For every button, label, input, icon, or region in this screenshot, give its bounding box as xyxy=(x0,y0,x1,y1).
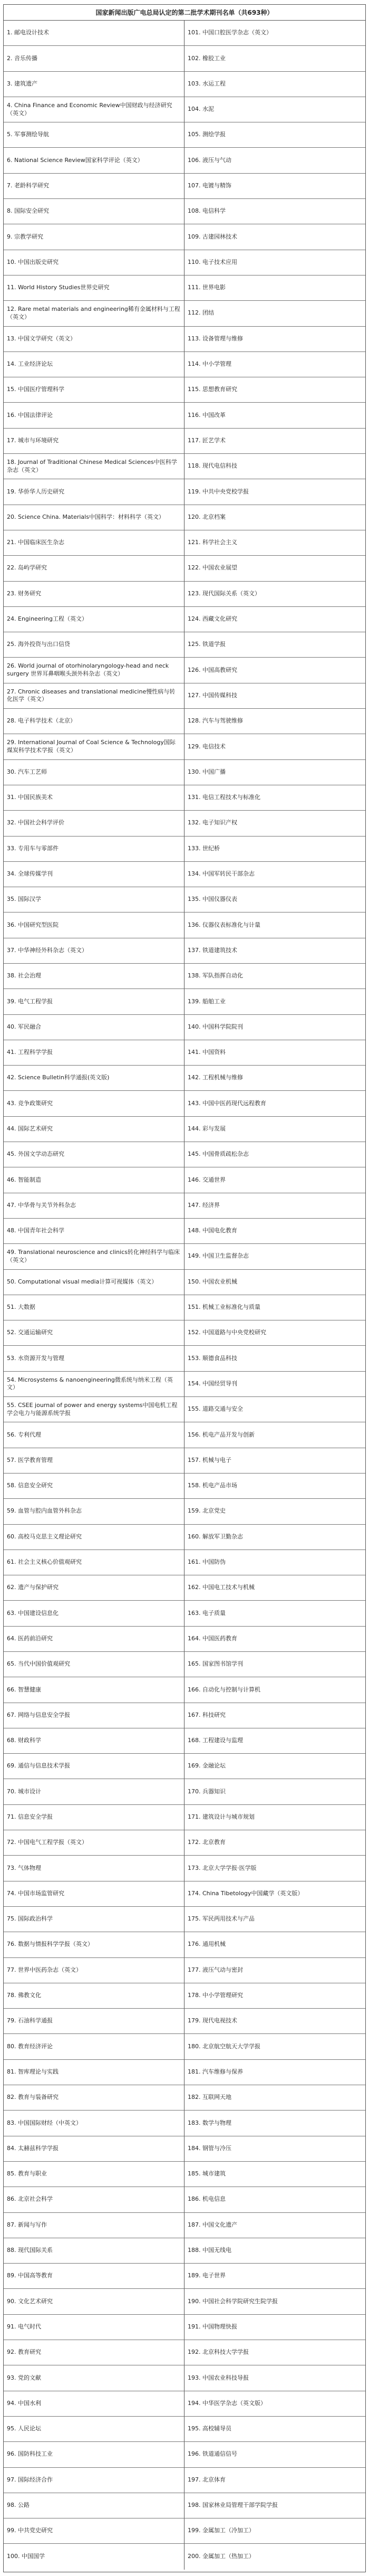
journal-cell-right: 122. 中国农业展望 xyxy=(184,556,365,581)
journal-cell-right: 174. China Tibetology中国藏学（英文版） xyxy=(184,1881,365,1907)
journal-cell-left: 79. 石油科学通报 xyxy=(4,2009,184,2034)
journal-cell-left: 5. 军事测绘导航 xyxy=(4,122,184,148)
journal-cell-right: 121. 科学社会主义 xyxy=(184,530,365,556)
journal-cell-left: 81. 智库理论与实践 xyxy=(4,2060,184,2085)
journal-cell-left: 58. 信息安全研究 xyxy=(4,1474,184,1499)
journal-cell-left: 96. 国防科技工业 xyxy=(4,2442,184,2467)
journal-cell-right: 190. 中国社会科学院研究生院学报 xyxy=(184,2289,365,2314)
journal-cell-left: 57. 医学教育管理 xyxy=(4,1448,184,1474)
journal-cell-right: 115. 思想教育研究 xyxy=(184,377,365,403)
journal-cell-right: 198. 国家林业局管理干部学院学报 xyxy=(184,2493,365,2518)
journal-cell-left: 87. 新闻与写作 xyxy=(4,2213,184,2238)
journal-cell-left: 70. 城市设计 xyxy=(4,1779,184,1804)
journal-cell-right: 111. 世界电影 xyxy=(184,275,365,301)
journal-cell-right: 110. 电子技术应用 xyxy=(184,250,365,275)
journal-cell-right: 125. 铁道学报 xyxy=(184,632,365,658)
journal-cell-left: 33. 专用车与零部件 xyxy=(4,837,184,862)
journal-cell-left: 61. 社会主义核心价值观研究 xyxy=(4,1550,184,1575)
journal-cell-left: 23. 财务研究 xyxy=(4,582,184,607)
journal-cell-right: 153. 顺德食品科技 xyxy=(184,1346,365,1371)
journal-cell-right: 159. 北京党史 xyxy=(184,1499,365,1524)
journal-cell-right: 117. 匠艺学术 xyxy=(184,429,365,454)
journal-cell-left: 25. 海外投资与出口信贷 xyxy=(4,632,184,658)
journal-cell-right: 188. 中国无线电 xyxy=(184,2238,365,2264)
journal-cell-left: 54. Microsystems & nanoengineering微系统与纳米工程（英文） xyxy=(4,1372,184,1397)
journal-cell-right: 103. 水运工程 xyxy=(184,72,365,97)
journal-cell-right: 181. 汽车维修与保养 xyxy=(184,2060,365,2085)
journal-grid xyxy=(4,21,365,2570)
journal-cell-left: 21. 中国临床医生杂志 xyxy=(4,530,184,556)
journal-cell-left: 9. 宗教学研究 xyxy=(4,224,184,250)
journal-cell-right: 187. 中国文化遗产 xyxy=(184,2213,365,2238)
journal-cell-left: 69. 通信与信息技术学报 xyxy=(4,1754,184,1779)
journal-cell-right: 136. 仪器仪表标准化与计量 xyxy=(184,912,365,938)
journal-cell-left: 55. CSEE journal of power and energy systems中国电机工程学会电力与能源系统学报 xyxy=(4,1397,184,1422)
journal-cell-left: 39. 电气工程学报 xyxy=(4,989,184,1014)
journal-cell-right: 177. 液压气动与密封 xyxy=(184,1958,365,1983)
journal-cell-left: 72. 中国电气工程学报（英文） xyxy=(4,1830,184,1856)
journal-cell-left: 14. 工业经济论坛 xyxy=(4,352,184,377)
journal-cell-left: 49. Translational neuroscience and clinics转化神经科学与临床（英文） xyxy=(4,1244,184,1269)
journal-cell-right: 199. 金属加工（冷加工） xyxy=(184,2518,365,2544)
journal-cell-left: 91. 电气时代 xyxy=(4,2315,184,2340)
journal-cell-right: 146. 交通世界 xyxy=(184,1167,365,1193)
journal-cell-right: 155. 道路交通与安全 xyxy=(184,1397,365,1422)
journal-cell-right: 156. 机电产品开发与创新 xyxy=(184,1422,365,1448)
journal-cell-left: 22. 岛屿学研究 xyxy=(4,556,184,581)
journal-cell-left: 65. 当代中国价值观研究 xyxy=(4,1652,184,1677)
journal-cell-right: 119. 中共中央党校学报 xyxy=(184,479,365,505)
journal-cell-right: 150. 中国农业机械 xyxy=(184,1270,365,1295)
journal-cell-right: 102. 橡胶工业 xyxy=(184,46,365,71)
journal-cell-left: 32. 中国社会科学评价 xyxy=(4,811,184,836)
journal-cell-right: 144. 彩与发展 xyxy=(184,1117,365,1142)
journal-cell-right: 108. 电信科学 xyxy=(184,199,365,224)
journal-cell-right: 135. 中国仪器仪表 xyxy=(184,887,365,912)
journal-cell-right: 193. 中国农业科技导报 xyxy=(184,2365,365,2391)
journal-cell-left: 47. 中华骨与关节外科杂志 xyxy=(4,1193,184,1219)
journal-cell-right: 112. 团结 xyxy=(184,301,365,326)
journal-cell-left: 1. 邮电设计技术 xyxy=(4,21,184,46)
journal-cell-left: 62. 遗产与保护研究 xyxy=(4,1575,184,1601)
journal-cell-left: 17. 城市与环境研究 xyxy=(4,429,184,454)
journal-cell-left: 12. Rare metal materials and engineering稀有金属材料与工程（英文） xyxy=(4,301,184,326)
journal-cell-right: 148. 中国电化教育 xyxy=(184,1219,365,1244)
journal-cell-right: 160. 解放军卫勤杂志 xyxy=(184,1525,365,1550)
journal-cell-left: 29. International Journal of Coal Science & Technology国际煤炭科学技术学报（英文） xyxy=(4,734,184,759)
journal-cell-left: 7. 老龄科学研究 xyxy=(4,174,184,199)
journal-cell-right: 105. 测绘学报 xyxy=(184,122,365,148)
journal-cell-right: 149. 中国卫生监督杂志 xyxy=(184,1244,365,1269)
journal-cell-left: 40. 军民融合 xyxy=(4,1015,184,1040)
journal-cell-right: 172. 北京教育 xyxy=(184,1830,365,1856)
journal-cell-left: 10. 中国出版史研究 xyxy=(4,250,184,275)
journal-cell-right: 138. 军队指挥自动化 xyxy=(184,964,365,989)
journal-cell-right: 128. 汽车与驾驶维修 xyxy=(184,709,365,734)
journal-cell-right: 145. 中国骨质疏松杂志 xyxy=(184,1142,365,1167)
journal-cell-left: 77. 世界中医药杂志（英文） xyxy=(4,1958,184,1983)
journal-cell-right: 123. 现代国际关系（英文） xyxy=(184,582,365,607)
journal-cell-right: 143. 中国中医药现代远程教育 xyxy=(184,1091,365,1116)
journal-cell-left: 46. 智能制造 xyxy=(4,1167,184,1193)
journal-cell-left: 16. 中国法律评论 xyxy=(4,403,184,428)
journal-cell-left: 18. Journal of Traditional Chinese Medical Sciences中医科学杂志（英文） xyxy=(4,454,184,479)
journal-cell-right: 186. 机电信息 xyxy=(184,2187,365,2212)
journal-cell-right: 165. 国家图书馆学刊 xyxy=(184,1652,365,1677)
journal-cell-left: 43. 竞争政策研究 xyxy=(4,1091,184,1116)
journal-cell-left: 20. Science China. Materials中国科学：材料科学（英文） xyxy=(4,505,184,530)
journal-cell-right: 118. 现代电信科技 xyxy=(184,454,365,479)
journal-cell-right: 175. 军民两用技术与产品 xyxy=(184,1907,365,1932)
journal-cell-right: 197. 北京体育 xyxy=(184,2468,365,2493)
journal-cell-right: 131. 电信工程技术与标准化 xyxy=(184,785,365,811)
journal-cell-left: 59. 血管与腔内血管外科杂志 xyxy=(4,1499,184,1524)
journal-cell-left: 52. 交通运输研究 xyxy=(4,1320,184,1346)
journal-cell-right: 140. 中国科学院院刊 xyxy=(184,1015,365,1040)
journal-cell-right: 191. 中国物理快报 xyxy=(184,2315,365,2340)
journal-cell-right: 127. 中国传媒科技 xyxy=(184,683,365,709)
journal-cell-right: 116. 中国改革 xyxy=(184,403,365,428)
journal-cell-right: 114. 中小学管理 xyxy=(184,352,365,377)
journal-cell-right: 169. 金融论坛 xyxy=(184,1754,365,1779)
journal-cell-right: 196. 铁道通信信号 xyxy=(184,2442,365,2467)
journal-cell-left: 78. 佛教文化 xyxy=(4,1983,184,2009)
journal-cell-left: 4. China Finance and Economic Review中国财政与经济研究（英文） xyxy=(4,97,184,122)
journal-cell-left: 3. 建筑遗产 xyxy=(4,72,184,97)
journal-cell-right: 152. 中国道路与中央党校研究 xyxy=(184,1320,365,1346)
journal-cell-left: 76. 数据与情报科学学报（英文） xyxy=(4,1932,184,1957)
journal-cell-left: 63. 中国建设信息化 xyxy=(4,1601,184,1626)
journal-cell-left: 37. 中华神经外科杂志（英文） xyxy=(4,938,184,964)
journal-cell-right: 168. 工程建设与监理 xyxy=(184,1728,365,1754)
document-table xyxy=(3,4,366,2572)
journal-cell-left: 86. 北京社会科学 xyxy=(4,2187,184,2212)
journal-cell-right: 107. 电镀与精饰 xyxy=(184,174,365,199)
journal-cell-left: 28. 电子科学技术（北京） xyxy=(4,709,184,734)
journal-cell-right: 161. 中国防伪 xyxy=(184,1550,365,1575)
journal-cell-right: 200. 金属加工（热加工） xyxy=(188,2553,255,2560)
journal-cell-left: 60. 高校马克思主义理论研究 xyxy=(4,1525,184,1550)
journal-cell-right: 184. 钢管与冷压 xyxy=(184,2136,365,2162)
journal-cell-left: 94. 中国水利 xyxy=(4,2391,184,2417)
journal-cell-left: 83. 中国国际财经（中英文） xyxy=(4,2111,184,2136)
journal-cell-left: 73. 气体物理 xyxy=(4,1856,184,1881)
journal-cell-left: 56. 专利代理 xyxy=(4,1422,184,1448)
journal-cell-right: 185. 城市建筑 xyxy=(184,2162,365,2187)
journal-cell-right: 167. 科技研究 xyxy=(184,1703,365,1728)
journal-cell-left: 82. 教育与装备研究 xyxy=(4,2085,184,2111)
journal-cell-right: 130. 中国广播 xyxy=(184,760,365,785)
journal-cell-left: 97. 国际经济合作 xyxy=(4,2468,184,2493)
journal-cell-left: 19. 华侨华人历史研究 xyxy=(4,479,184,505)
journal-cell-left: 90. 文化艺术研究 xyxy=(4,2289,184,2314)
journal-cell-right: 124. 西藏文化研究 xyxy=(184,607,365,632)
journal-cell-left: 64. 医药前沿研究 xyxy=(4,1627,184,1652)
journal-cell-left: 75. 国际政治科学 xyxy=(4,1907,184,1932)
journal-cell-left: 89. 中国高等教育 xyxy=(4,2264,184,2289)
journal-cell-left: 93. 党的文献 xyxy=(4,2365,184,2391)
journal-cell-right: 137. 铁道建筑技术 xyxy=(184,938,365,964)
journal-cell-left: 30. 汽车工艺师 xyxy=(4,760,184,785)
journal-cell-right: 154. 中国经贸导刊 xyxy=(184,1372,365,1397)
journal-cell-right: 134. 中国军转民干部杂志 xyxy=(184,862,365,887)
journal-cell-right: 180. 北京航空航天大学学报 xyxy=(184,2034,365,2059)
journal-cell-left: 99. 中共党史研究 xyxy=(4,2518,184,2544)
journal-cell-right: 158. 机电产品市场 xyxy=(184,1474,365,1499)
journal-cell-right: 126. 中国高教研究 xyxy=(184,658,365,683)
journal-cell-right: 120. 北京档案 xyxy=(184,505,365,530)
journal-cell-right: 195. 高校辅导员 xyxy=(184,2417,365,2442)
journal-cell-right: 164. 中国医药教育 xyxy=(184,1627,365,1652)
journal-cell-right: 176. 通用机械 xyxy=(184,1932,365,1957)
journal-cell-left: 13. 中国文学研究（英文） xyxy=(4,327,184,352)
journal-cell-left: 53. 水资源开发与管理 xyxy=(4,1346,184,1371)
journal-cell-left: 35. 国际汉学 xyxy=(4,887,184,912)
journal-cell-left: 2. 音乐传播 xyxy=(4,46,184,71)
journal-cell-left: 26. World journal of otorhinolaryngology-head and neck surgery 世界耳鼻咽喉头颈外科杂志（英文） xyxy=(4,658,184,683)
journal-cell-right: 183. 数学与物理 xyxy=(184,2111,365,2136)
journal-cell-right: 129. 电信技术 xyxy=(184,734,365,759)
journal-cell-left: 66. 智慧健康 xyxy=(4,1677,184,1703)
journal-cell-left: 68. 财政科学 xyxy=(4,1728,184,1754)
journal-cell-right: 171. 建筑设计与城市规划 xyxy=(184,1805,365,1830)
journal-cell-right: 133. 世纪桥 xyxy=(184,837,365,862)
journal-cell-left: 98. 公路 xyxy=(4,2493,184,2518)
journal-cell-left: 92. 教育研究 xyxy=(4,2340,184,2365)
journal-cell-right: 132. 电子知识产权 xyxy=(184,811,365,836)
journal-cell-left: 8. 国际安全研究 xyxy=(4,199,184,224)
journal-cell-right: 192. 北京科技大学学报 xyxy=(184,2340,365,2365)
journal-cell-left: 80. 教育经济评论 xyxy=(4,2034,184,2059)
journal-cell-right: 101. 中国口腔医学杂志（英文） xyxy=(184,21,365,46)
journal-cell-left: 50. Computational visual media计算可视媒体（英文） xyxy=(4,1270,184,1295)
journal-cell-right: 106. 液压与气动 xyxy=(184,148,365,173)
journal-cell-left: 38. 社会治理 xyxy=(4,964,184,989)
journal-cell-left: 34. 全球传媒学刊 xyxy=(4,862,184,887)
journal-cell-left: 95. 人民论坛 xyxy=(4,2417,184,2442)
journal-cell-left: 85. 教育与职业 xyxy=(4,2162,184,2187)
journal-cell-right: 173. 北京大学学报·医学版 xyxy=(184,1856,365,1881)
journal-cell-left: 24. Engineering工程（英文） xyxy=(4,607,184,632)
journal-cell-left: 11. World History Studies世界史研究 xyxy=(4,275,184,301)
journal-cell-left: 71. 信息安全学报 xyxy=(4,1805,184,1830)
journal-cell-left: 36. 中国研究型医院 xyxy=(4,912,184,938)
journal-cell-left: 45. 外国文学动态研究 xyxy=(4,1142,184,1167)
journal-cell-right: 162. 中国电工技术与机械 xyxy=(184,1575,365,1601)
journal-cell-right: 104. 水泥 xyxy=(184,97,365,122)
journal-cell-left: 31. 中国民族美术 xyxy=(4,785,184,811)
journal-cell-right: 113. 设备管理与维修 xyxy=(184,327,365,352)
journal-cell-left: 15. 中国医疗管理科学 xyxy=(4,377,184,403)
journal-cell-left: 42. Science Bulletin科学通报(英文版) xyxy=(4,1066,184,1091)
journal-cell-right: 109. 古建园林技术 xyxy=(184,224,365,250)
journal-cell-left: 74. 中国市场监管研究 xyxy=(4,1881,184,1907)
journal-cell-left: 51. 大数据 xyxy=(4,1295,184,1320)
journal-cell-right: 157. 机械与电子 xyxy=(184,1448,365,1474)
journal-cell-right: 189. 电子世界 xyxy=(184,2264,365,2289)
journal-cell-left: 41. 工程科学学报 xyxy=(4,1040,184,1066)
journal-cell-right: 166. 自动化与控制与计算机 xyxy=(184,1677,365,1703)
journal-cell-right: 163. 电子质量 xyxy=(184,1601,365,1626)
journal-cell-right: 170. 兵器知识 xyxy=(184,1779,365,1804)
journal-cell-right: 139. 船舶工业 xyxy=(184,989,365,1014)
journal-cell-left: 48. 中国青年社会科学 xyxy=(4,1219,184,1244)
journal-cell-right: 151. 机械工业标准化与质量 xyxy=(184,1295,365,1320)
journal-cell-left: 88. 现代国际关系 xyxy=(4,2238,184,2264)
journal-cell-left: 6. National Science Review国家科学评论（英文） xyxy=(4,148,184,173)
journal-cell-left: 67. 网络与信息安全学报 xyxy=(4,1703,184,1728)
journal-cell-left: 100. 中国国学 xyxy=(4,2544,184,2569)
journal-cell-left: 27. Chronic diseases and translational medicine慢性病与转化医学（英文） xyxy=(4,683,184,709)
journal-cell-right: 147. 经济界 xyxy=(184,1193,365,1219)
journal-cell-right: 182. 互联网天地 xyxy=(184,2085,365,2111)
journal-cell-right: 178. 中小学管理研究 xyxy=(184,1983,365,2009)
journal-cell-right: 141. 中国资料 xyxy=(184,1040,365,1066)
journal-cell-right: 142. 工程机械与维修 xyxy=(184,1066,365,1091)
journal-cell-right: 194. 中华医学杂志（英文版） xyxy=(184,2391,365,2417)
journal-cell-left: 44. 国际艺术研究 xyxy=(4,1117,184,1142)
page-title: 国家新闻出版广电总局认定的第二批学术期刊名单（共693种） xyxy=(4,5,365,21)
journal-cell-left: 84. 太赫兹科学学报 xyxy=(4,2136,184,2162)
journal-cell-right: 179. 现代电视技术 xyxy=(184,2009,365,2034)
